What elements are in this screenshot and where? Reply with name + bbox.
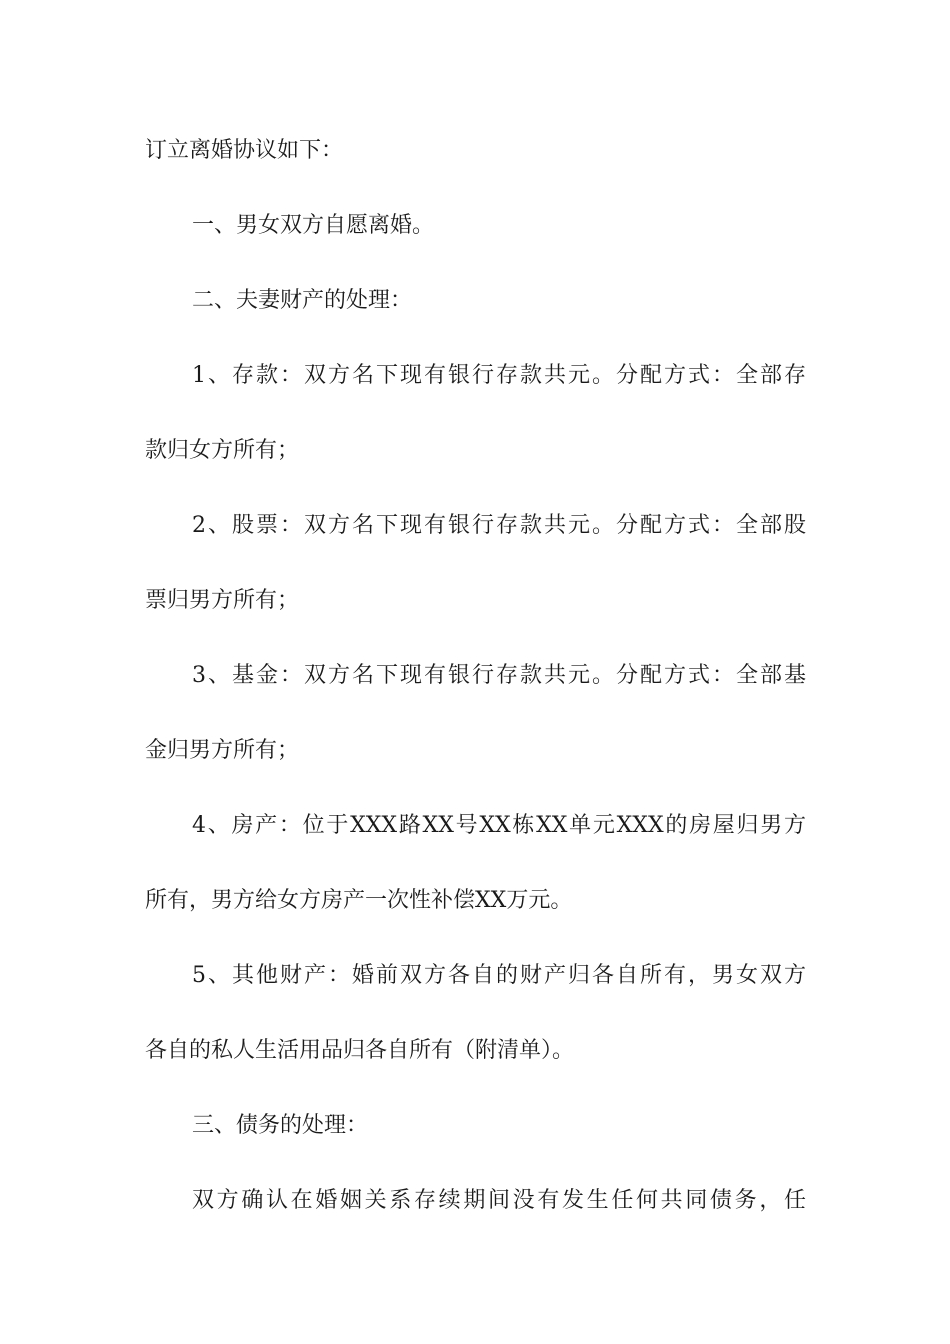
item-5-line-1: 5、其他财产：婚前双方各自的财产归各自所有，男女双方	[192, 963, 806, 988]
clause-2-heading: 二、夫妻财产的处理：	[192, 288, 413, 313]
item-3-line-2: 金归男方所有；	[145, 738, 300, 763]
item-3-line-1: 3、基金：双方名下现有银行存款共元。分配方式：全部基	[192, 663, 806, 688]
clause-1-line: 一、男女双方自愿离婚。	[192, 213, 435, 238]
item-2-line-2: 票归男方所有；	[145, 588, 300, 613]
item-5-line-2: 各自的私人生活用品归各自所有（附清单）。	[145, 1038, 575, 1063]
clause-3-heading: 三、债务的处理：	[192, 1113, 369, 1138]
debt-paragraph-line-1: 双方确认在婚姻关系存续期间没有发生任何共同债务，任	[192, 1188, 806, 1213]
intro-line: 订立离婚协议如下：	[145, 138, 344, 163]
item-1-line-2: 款归女方所有；	[145, 438, 300, 463]
item-2-line-1: 2、股票：双方名下现有银行存款共元。分配方式：全部股	[192, 513, 806, 538]
item-1-line-1: 1、存款：双方名下现有银行存款共元。分配方式：全部存	[192, 363, 806, 388]
item-4-line-1: 4、房产：位于XXX路XX号XX栋XX单元XXX的房屋归男方	[192, 813, 806, 838]
item-4-line-2: 所有，男方给女方房产一次性补偿XX万元。	[145, 888, 573, 913]
